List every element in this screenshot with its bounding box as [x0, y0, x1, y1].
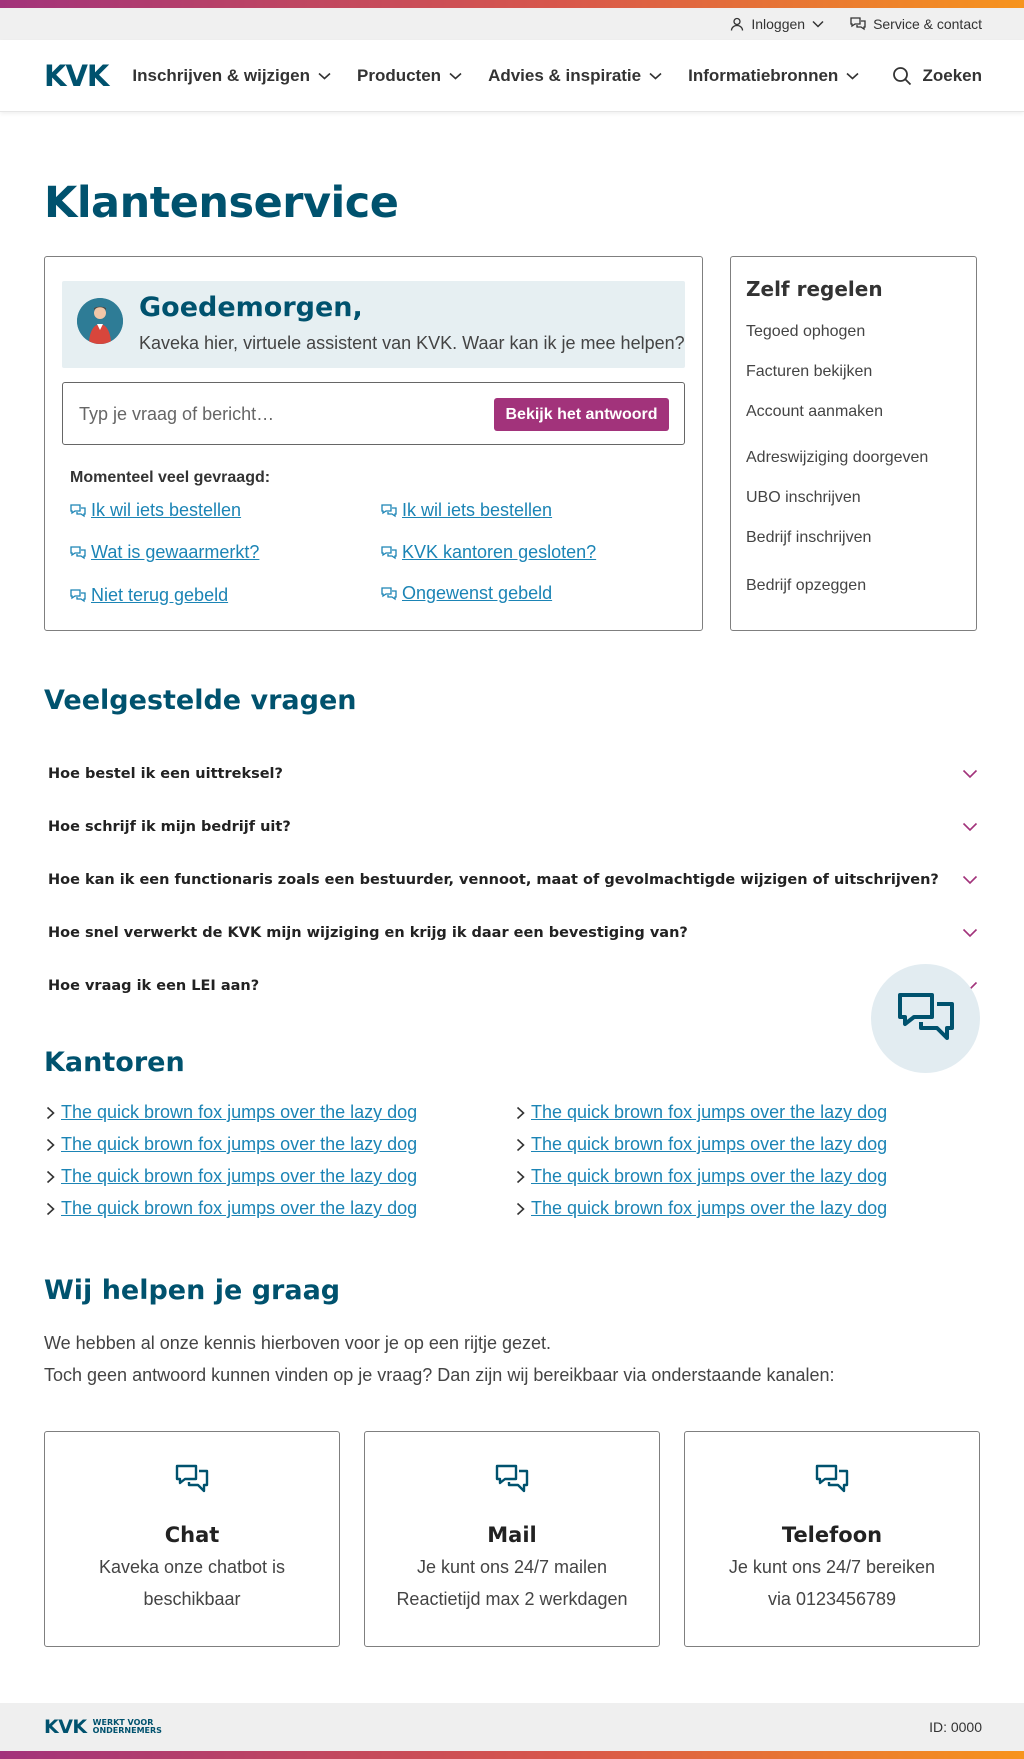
popular-question-label: Wat is gewaarmerkt? [91, 542, 260, 562]
search-icon [892, 66, 912, 86]
faq-title: Veelgestelde vragen [44, 685, 357, 716]
self-service-link[interactable]: Adreswijziging doorgeven [746, 449, 929, 466]
chevron-down-icon [649, 72, 662, 80]
popular-question-link[interactable] [70, 500, 241, 521]
faq-item[interactable] [48, 860, 978, 900]
faq-question: Hoe schrijf ik mijn bedrijf uit? [48, 819, 291, 835]
nav-item-label: Producten [357, 65, 442, 85]
service-contact-label: Service & contact [873, 16, 982, 32]
chat-bubbles-icon [70, 546, 86, 560]
faq-item[interactable] [48, 807, 978, 847]
nav-item-label: Informatiebronnen [688, 65, 839, 85]
office-link-label: The quick brown fox jumps over the lazy dog [531, 1134, 888, 1154]
self-service-link[interactable]: Account aanmaken [746, 403, 883, 420]
popular-question-link[interactable] [70, 542, 259, 563]
channel-title: Chat [164, 1523, 220, 1547]
question-input[interactable] [79, 395, 479, 433]
question-form [62, 382, 685, 445]
popular-question-link[interactable] [381, 542, 596, 563]
faq-question: Hoe bestel ik een uittreksel? [48, 766, 283, 782]
office-link[interactable] [516, 1102, 887, 1123]
channel-card-mail[interactable] [364, 1431, 660, 1647]
chat-bubbles-icon [495, 1464, 529, 1496]
chevron-right-icon [516, 1106, 525, 1120]
channel-title: Telefoon [781, 1523, 883, 1547]
chat-bubbles-icon [381, 587, 397, 601]
faq-item[interactable] [48, 966, 978, 1006]
chat-bubbles-icon [175, 1464, 209, 1496]
self-service-link[interactable]: Facturen bekijken [746, 363, 873, 380]
footer-tagline [93, 1719, 162, 1735]
faq-question: Hoe vraag ik een LEI aan? [48, 978, 260, 994]
chevron-down-icon [962, 875, 978, 885]
footer-logo-text: KVK [44, 1716, 87, 1738]
help-text-line-1: We hebben al onze kennis hierboven voor je op een rijtje gezet. [44, 1333, 551, 1353]
utility-bar [0, 8, 1024, 40]
chevron-right-icon [516, 1170, 525, 1184]
assistant-avatar [77, 298, 123, 344]
channel-title: Mail [487, 1523, 537, 1547]
office-link-label: The quick brown fox jumps over the lazy dog [61, 1134, 418, 1154]
popular-questions-label: Momenteel veel gevraagd: [70, 469, 271, 486]
office-link[interactable] [516, 1198, 887, 1219]
office-link[interactable] [46, 1134, 417, 1155]
chevron-down-icon [962, 928, 978, 938]
chevron-down-icon [318, 72, 331, 80]
popular-question-link[interactable] [70, 585, 228, 606]
office-link[interactable] [46, 1198, 417, 1219]
chevron-right-icon [46, 1170, 55, 1184]
search-label: Zoeken [922, 65, 982, 85]
chat-bubbles-icon [381, 546, 397, 560]
footer-tagline-line-2: ONDERNEMERS [92, 1726, 162, 1735]
help-title: Wij helpen je graag [44, 1275, 341, 1306]
office-link-label: The quick brown fox jumps over the lazy dog [531, 1198, 888, 1218]
nav-item-label: Inschrijven & wijzigen [132, 65, 310, 85]
office-link-label: The quick brown fox jumps over the lazy dog [531, 1102, 888, 1122]
chat-bubbles-icon [381, 504, 397, 518]
chevron-right-icon [516, 1138, 525, 1152]
office-link[interactable] [516, 1166, 887, 1187]
popular-question-label: Ik wil iets bestellen [402, 500, 553, 520]
virtual-assistant-panel [44, 256, 703, 631]
self-service-panel [730, 256, 977, 631]
chevron-right-icon [46, 1106, 55, 1120]
popular-question-label: Niet terug gebeld [91, 585, 229, 605]
chat-bubbles-icon [70, 504, 86, 518]
channel-description: Je kunt ons 24/7 mailen [416, 1557, 608, 1577]
self-service-link[interactable]: UBO inschrijven [746, 489, 861, 506]
popular-question-label: Ongewenst gebeld [402, 583, 553, 603]
chevron-down-icon [962, 769, 978, 779]
office-link[interactable] [46, 1166, 417, 1187]
chat-launcher-button[interactable] [871, 964, 980, 1073]
popular-question-label: KVK kantoren gesloten? [402, 542, 597, 562]
channel-description: Je kunt ons 24/7 bereiken [728, 1557, 936, 1577]
view-answer-button[interactable]: Bekijk het antwoord [494, 398, 669, 431]
chevron-right-icon [516, 1202, 525, 1216]
office-link[interactable] [516, 1134, 887, 1155]
main-navigation [0, 40, 1024, 112]
channel-description: Reactietijd max 2 werkdagen [396, 1589, 628, 1609]
popular-question-link[interactable] [381, 583, 552, 604]
channel-description: via 0123456789 [767, 1589, 897, 1609]
greeting-text: Kaveka hier, virtuele assistent van KVK. Waar kan ik je mee helpen? [139, 333, 685, 353]
office-link-label: The quick brown fox jumps over the lazy dog [531, 1166, 888, 1186]
search-button[interactable] [892, 66, 982, 86]
popular-question-label: Ik wil iets bestellen [91, 500, 242, 520]
office-link[interactable] [46, 1102, 417, 1123]
footer-tagline-line-1: WERKT VOOR [92, 1718, 154, 1727]
bottom-gradient-bar [0, 1751, 1024, 1759]
footer [0, 1703, 1024, 1751]
channel-card-telefoon[interactable] [684, 1431, 980, 1647]
page-title: Klantenservice [44, 178, 399, 228]
login-label: Inloggen [751, 16, 806, 32]
office-link-label: The quick brown fox jumps over the lazy dog [61, 1102, 418, 1122]
chevron-down-icon [812, 20, 824, 28]
faq-item[interactable] [48, 754, 978, 794]
greeting-title: Goedemorgen, [139, 292, 363, 323]
self-service-link[interactable]: Bedrijf inschrijven [746, 529, 872, 546]
page-id: ID: 0000 [929, 1719, 982, 1735]
chevron-right-icon [46, 1202, 55, 1216]
chevron-down-icon [962, 822, 978, 832]
login-link[interactable] [730, 16, 824, 32]
self-service-link[interactable]: Bedrijf opzeggen [746, 577, 867, 594]
self-service-link[interactable]: Tegoed ophogen [746, 323, 866, 340]
offices-title: Kantoren [44, 1047, 185, 1078]
nav-item-informatiebronnen[interactable] [688, 66, 859, 86]
faq-item[interactable] [48, 913, 978, 953]
self-service-title: Zelf regelen [746, 277, 883, 301]
chevron-right-icon [46, 1138, 55, 1152]
kvk-logo[interactable]: KVK [44, 58, 109, 93]
chevron-down-icon [449, 72, 462, 80]
office-link-label: The quick brown fox jumps over the lazy dog [61, 1166, 418, 1186]
nav-item-producten[interactable] [357, 66, 462, 86]
channel-description: Kaveka onze chatbot is [98, 1557, 286, 1577]
chat-bubbles-icon [815, 1464, 849, 1496]
nav-item-advies[interactable] [488, 66, 662, 86]
office-link-label: The quick brown fox jumps over the lazy dog [61, 1198, 418, 1218]
faq-question: Hoe kan ik een functionaris zoals een bestuurder, vennoot, maat of gevolmachtigde wijzigen of uitschrijven? [48, 872, 939, 888]
faq-question: Hoe snel verwerkt de KVK mijn wijziging en krijg ik daar een bevestiging van? [48, 925, 688, 941]
nav-item-inschrijven[interactable] [132, 66, 331, 86]
chevron-down-icon [846, 72, 859, 80]
help-text-line-2: Toch geen antwoord kunnen vinden op je vraag? Dan zijn wij bereikbaar via onderstaande kanalen: [44, 1365, 835, 1385]
chat-bubbles-icon [897, 992, 955, 1046]
footer-logo[interactable] [44, 1716, 162, 1738]
chat-bubbles-icon [850, 17, 866, 31]
service-contact-link[interactable] [850, 16, 982, 32]
top-gradient-bar [0, 0, 1024, 8]
chat-bubbles-icon [70, 589, 86, 603]
channel-card-chat[interactable] [44, 1431, 340, 1647]
channel-description: beschikbaar [143, 1589, 241, 1609]
user-icon [730, 17, 744, 31]
nav-item-label: Advies & inspiratie [488, 65, 642, 85]
popular-question-link[interactable] [381, 500, 552, 521]
assistant-greeting [62, 281, 685, 368]
